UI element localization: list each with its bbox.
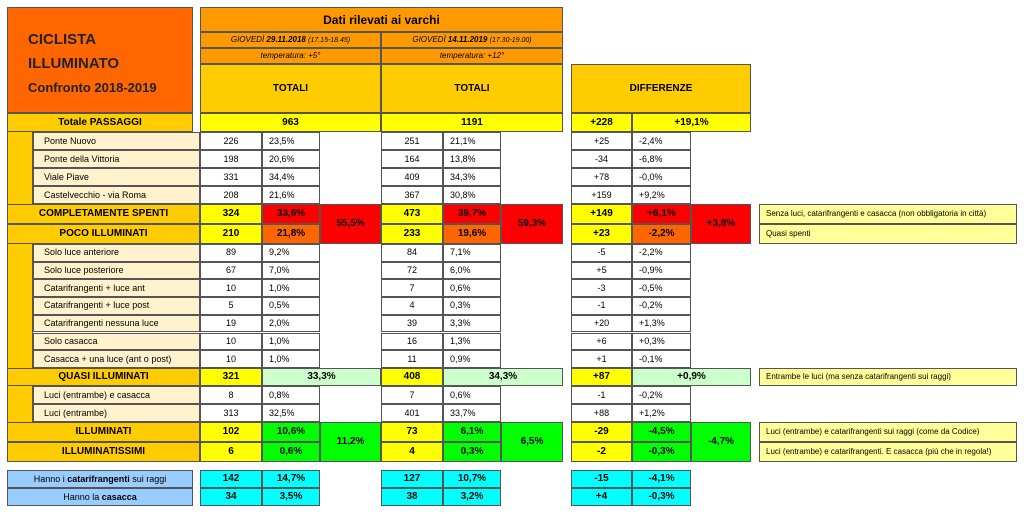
ponti-row-p2: 13,8% xyxy=(443,150,501,168)
cat-dn: -15 xyxy=(571,470,632,488)
sub-row-n1: 10 xyxy=(200,350,262,368)
sub-row-dp: +1,3% xyxy=(632,315,691,333)
ponti-row-n1: 198 xyxy=(200,150,262,168)
spenti-dn: +149 xyxy=(571,204,632,224)
merged-ill-1: 11,2% xyxy=(320,422,381,462)
sub2-row-dp: -0,2% xyxy=(632,386,691,404)
sub2-row-dn: -1 xyxy=(571,386,632,404)
quasi-n1: 321 xyxy=(200,368,262,386)
sub-row-n1: 10 xyxy=(200,333,262,351)
quasi-p1: 33,3% xyxy=(262,368,381,386)
ponti-row-label: Ponte della Vittoria xyxy=(33,150,200,168)
ponti-row-p1: 34,4% xyxy=(262,168,320,186)
ponti-row-dn: +78 xyxy=(571,168,632,186)
illiss-dp: -0,3% xyxy=(632,442,691,462)
illiss-label: ILLUMINATISSIMI xyxy=(7,442,200,462)
session-1-day: GIOVEDÌ xyxy=(230,35,265,44)
ponti-row-label: Castelvecchio - via Roma xyxy=(33,186,200,204)
sub-row-dn: -1 xyxy=(571,297,632,315)
poco-dn: +23 xyxy=(571,224,632,244)
report-title xyxy=(7,7,193,113)
cat-n1: 142 xyxy=(200,470,262,488)
ponti-row-n1: 331 xyxy=(200,168,262,186)
quasi-label: QUASI ILLUMINATI xyxy=(7,368,200,386)
sub-row-label: Solo luce anteriore xyxy=(33,244,200,262)
sub-row-n2: 39 xyxy=(381,315,443,333)
strip-sub2 xyxy=(7,386,33,422)
cas-p1: 3,5% xyxy=(262,488,320,506)
ponti-row-n1: 208 xyxy=(200,186,262,204)
ponti-row-dn: +25 xyxy=(571,132,632,150)
ill-dp: -4,5% xyxy=(632,422,691,442)
illiss-p1: 0,6% xyxy=(262,442,320,462)
totale-v1: 963 xyxy=(200,113,381,132)
sub-row-p1: 9,2% xyxy=(262,244,320,262)
cas-p2: 3,2% xyxy=(443,488,501,506)
ill-dn: -29 xyxy=(571,422,632,442)
sub-row-p1: 2,0% xyxy=(262,315,320,333)
ponti-row-n2: 409 xyxy=(381,168,443,186)
spenti-dp: +6,1% xyxy=(632,204,691,224)
session-2-time: (17.30-19.00) xyxy=(489,36,532,44)
merged-spenti-diff: +3,8% xyxy=(691,204,751,244)
illiss-n2: 4 xyxy=(381,442,443,462)
sub-row-dn: -5 xyxy=(571,244,632,262)
ponti-row-p2: 21,1% xyxy=(443,132,501,150)
sub-row-dp: -0,2% xyxy=(632,297,691,315)
cat-label-pre: Hanno i xyxy=(33,473,68,484)
sub-row-label: Catarifrangenti nessuna luce xyxy=(33,315,200,333)
sub2-row-label: Luci (entrambe) e casacca xyxy=(33,386,200,404)
differenze-header: DIFFERENZE xyxy=(571,64,751,113)
ill-n1: 102 xyxy=(200,422,262,442)
sub-row-dn: -3 xyxy=(571,279,632,297)
sub2-row-n1: 8 xyxy=(200,386,262,404)
sub-row-p1: 1,0% xyxy=(262,279,320,297)
cat-p2: 10,7% xyxy=(443,470,501,488)
merged-spenti-1: 55,5% xyxy=(320,204,381,244)
sub-row-label: Solo luce posteriore xyxy=(33,262,200,280)
quasi-p2: 34,3% xyxy=(443,368,563,386)
ponti-row-dp: -6,8% xyxy=(632,150,691,168)
merged-ill-diff: -4,7% xyxy=(691,422,751,462)
quasi-dp: +0,9% xyxy=(632,368,751,386)
spenti-p1: 33,6% xyxy=(262,204,320,224)
sub-row-n2: 7 xyxy=(381,279,443,297)
spenti-n1: 324 xyxy=(200,204,262,224)
sub-row-p2: 1,3% xyxy=(443,333,501,351)
poco-p2: 19,6% xyxy=(443,224,501,244)
ill-note: Luci (entrambe) e catarifrangenti sui raggi (come da Codice) xyxy=(759,422,1017,442)
sub-row-dp: -2,2% xyxy=(632,244,691,262)
sub2-row-p2: 33,7% xyxy=(443,404,501,422)
strip-ponti xyxy=(7,132,33,204)
session-2-date-text: 14.11.2019 xyxy=(447,35,488,44)
title-line-3: Confronto 2018-2019 xyxy=(28,80,157,95)
cat-label xyxy=(7,470,193,488)
sub-row-n2: 16 xyxy=(381,333,443,351)
ponti-row-p1: 21,6% xyxy=(262,186,320,204)
cat-label-post: sui raggi xyxy=(129,473,167,484)
sub-row-p2: 0,6% xyxy=(443,279,501,297)
merged-spenti-2: 59,3% xyxy=(501,204,563,244)
sub-row-p1: 1,0% xyxy=(262,350,320,368)
session-1-temp: temperatura: +5° xyxy=(200,48,381,64)
sub-row-dp: -0,1% xyxy=(632,350,691,368)
sub-row-label: Solo casacca xyxy=(33,333,200,351)
sub-row-n1: 19 xyxy=(200,315,262,333)
sub-row-n2: 72 xyxy=(381,262,443,280)
session-1-date-text: 29.11.2018 xyxy=(266,35,306,44)
sub-row-p1: 1,0% xyxy=(262,333,320,351)
strip-sub xyxy=(7,244,33,368)
poco-n1: 210 xyxy=(200,224,262,244)
poco-p1: 21,8% xyxy=(262,224,320,244)
sub-row-p1: 0,5% xyxy=(262,297,320,315)
sub2-row-p1: 32,5% xyxy=(262,404,320,422)
spenti-note: Senza luci, catarifrangenti e casacca (non obbligatoria in città) xyxy=(759,204,1017,224)
ill-p2: 6,1% xyxy=(443,422,501,442)
sub-row-p2: 0,3% xyxy=(443,297,501,315)
quasi-n2: 408 xyxy=(381,368,443,386)
ponti-row-label: Ponte Nuovo xyxy=(33,132,200,150)
totali-2-header: TOTALI xyxy=(381,64,563,113)
sub-row-n1: 67 xyxy=(200,262,262,280)
sub-row-dn: +1 xyxy=(571,350,632,368)
ponti-row-dn: -34 xyxy=(571,150,632,168)
sub-row-n1: 5 xyxy=(200,297,262,315)
ponti-row-p2: 30,8% xyxy=(443,186,501,204)
title-line-2: ILLUMINATO xyxy=(28,55,120,72)
title-line-1: CICLISTA xyxy=(28,31,97,48)
cat-label-bold: catarifrangenti xyxy=(67,473,130,484)
quasi-dn: +87 xyxy=(571,368,632,386)
ponti-row-dp: +9,2% xyxy=(632,186,691,204)
totale-dp: +19,1% xyxy=(632,113,751,132)
sub-row-p2: 3,3% xyxy=(443,315,501,333)
cas-n1: 34 xyxy=(200,488,262,506)
sub-row-n1: 10 xyxy=(200,279,262,297)
data-title: Dati rilevati ai varchi xyxy=(200,7,563,32)
session-1-date xyxy=(200,32,381,48)
poco-dp: -2,2% xyxy=(632,224,691,244)
sub-row-n1: 89 xyxy=(200,244,262,262)
ponti-row-n2: 367 xyxy=(381,186,443,204)
sub2-row-n2: 7 xyxy=(381,386,443,404)
sub2-row-n2: 401 xyxy=(381,404,443,422)
quasi-note: Entrambe le luci (ma senza catarifrangenti sui raggi) xyxy=(759,368,1017,386)
sub2-row-dn: +88 xyxy=(571,404,632,422)
cas-dp: -0,3% xyxy=(632,488,691,506)
poco-label: POCO ILLUMINATI xyxy=(7,224,200,244)
sub-row-label: Casacca + una luce (ant o post) xyxy=(33,350,200,368)
sub-row-p2: 6,0% xyxy=(443,262,501,280)
ponti-row-p1: 20,6% xyxy=(262,150,320,168)
sub2-row-p1: 0,8% xyxy=(262,386,320,404)
cas-label xyxy=(7,488,193,506)
poco-n2: 233 xyxy=(381,224,443,244)
illiss-dn: -2 xyxy=(571,442,632,462)
session-2-day: GIOVEDÌ xyxy=(412,35,446,44)
sub2-row-dp: +1,2% xyxy=(632,404,691,422)
spenti-p2: 39,7% xyxy=(443,204,501,224)
ponti-row-p1: 23,5% xyxy=(262,132,320,150)
sub2-row-label: Luci (entrambe) xyxy=(33,404,200,422)
totale-dn: +228 xyxy=(571,113,632,132)
sub-row-label: Catarifrangenti + luce post xyxy=(33,297,200,315)
sub-row-dn: +6 xyxy=(571,333,632,351)
ponti-row-dp: -0,0% xyxy=(632,168,691,186)
ponti-row-p2: 34,3% xyxy=(443,168,501,186)
cat-dp: -4,1% xyxy=(632,470,691,488)
sub-row-dp: -0,9% xyxy=(632,262,691,280)
cas-dn: +4 xyxy=(571,488,632,506)
cat-n2: 127 xyxy=(381,470,443,488)
illiss-note: Luci (entrambe) e catarifrangenti. E casacca (più che in regola!) xyxy=(759,442,1017,462)
cat-p1: 14,7% xyxy=(262,470,320,488)
cas-label-pre: Hanno la xyxy=(63,491,102,502)
totali-1-header: TOTALI xyxy=(200,64,381,113)
ill-label: ILLUMINATI xyxy=(7,422,200,442)
sub-row-p1: 7,0% xyxy=(262,262,320,280)
poco-note: Quasi spenti xyxy=(759,224,1017,244)
sub-row-dn: +20 xyxy=(571,315,632,333)
totale-label: Totale PASSAGGI xyxy=(7,113,193,132)
spenti-n2: 473 xyxy=(381,204,443,224)
ill-p1: 10,6% xyxy=(262,422,320,442)
spenti-label: COMPLETAMENTE SPENTI xyxy=(7,204,200,224)
sub-row-p2: 0,9% xyxy=(443,350,501,368)
ponti-row-dp: -2,4% xyxy=(632,132,691,150)
illiss-p2: 0,3% xyxy=(443,442,501,462)
ponti-row-dn: +159 xyxy=(571,186,632,204)
sub-row-p2: 7,1% xyxy=(443,244,501,262)
totale-v2: 1191 xyxy=(381,113,563,132)
session-1-time: (17.15-18.45) xyxy=(308,36,351,44)
session-2-temp: temperatura: +12° xyxy=(381,48,563,64)
cas-n2: 38 xyxy=(381,488,443,506)
ponti-row-n2: 251 xyxy=(381,132,443,150)
session-2-date xyxy=(381,32,563,48)
ill-n2: 73 xyxy=(381,422,443,442)
ponti-row-label: Viale Piave xyxy=(33,168,200,186)
sub-row-n2: 84 xyxy=(381,244,443,262)
merged-ill-2: 6,5% xyxy=(501,422,563,462)
sub-row-dp: -0,5% xyxy=(632,279,691,297)
sub-row-n2: 11 xyxy=(381,350,443,368)
sub-row-label: Catarifrangenti + luce ant xyxy=(33,279,200,297)
sub-row-dp: +0,3% xyxy=(632,333,691,351)
ponti-row-n1: 226 xyxy=(200,132,262,150)
ponti-row-n2: 164 xyxy=(381,150,443,168)
sub2-row-n1: 313 xyxy=(200,404,262,422)
sub-row-dn: +5 xyxy=(571,262,632,280)
cas-label-bold: casacca xyxy=(101,491,137,502)
sub-row-n2: 4 xyxy=(381,297,443,315)
illiss-n1: 6 xyxy=(200,442,262,462)
sub2-row-p2: 0,6% xyxy=(443,386,501,404)
